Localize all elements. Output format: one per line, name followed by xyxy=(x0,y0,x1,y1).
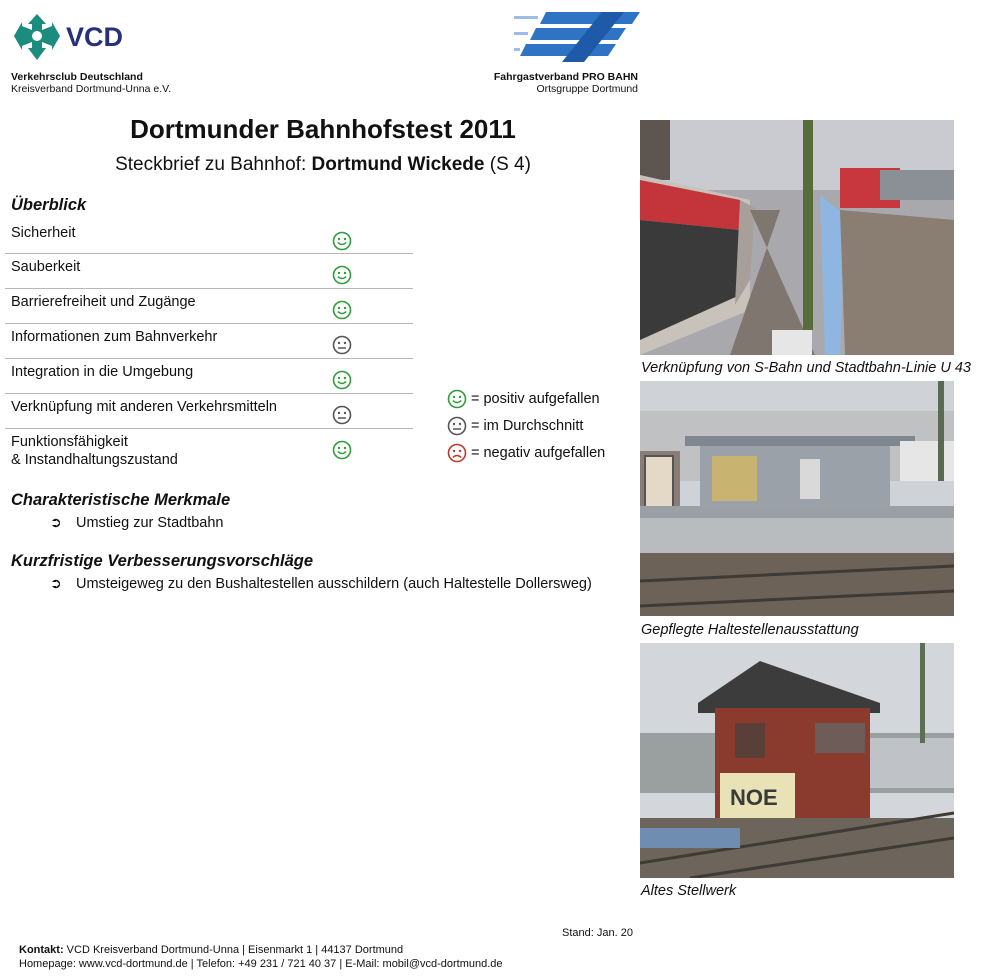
feature-item-text: Umstieg zur Stadtbahn xyxy=(76,514,224,531)
vcd-org-block xyxy=(11,71,171,95)
rating-label: Barrierefreiheit und Zugänge xyxy=(11,294,196,310)
rating-label: Sauberkeit xyxy=(11,259,81,275)
page-title: Dortmunder Bahnhofstest 2011 xyxy=(130,114,516,144)
rating-row-integration xyxy=(5,359,413,394)
rating-row-barrierefreiheit xyxy=(5,289,413,324)
legend-positive xyxy=(447,385,605,412)
rating-row-informationen xyxy=(5,324,413,359)
rating-label: Sicherheit xyxy=(11,225,76,241)
feature-item xyxy=(50,514,224,531)
arrow-bullet-icon: ➲ xyxy=(50,575,62,591)
pro-bahn-org-name: Fahrgastverband PRO BAHN xyxy=(493,71,638,83)
contact-text: VCD Kreisverband Dortmund-Unna | Eisenmarkt 1 | 44137 Dortmund xyxy=(63,944,404,956)
photo-platform xyxy=(640,120,954,355)
vcd-logo xyxy=(12,12,148,62)
rating-legend xyxy=(447,385,605,466)
photo-caption: Altes Stellwerk xyxy=(641,883,737,899)
legend-neutral xyxy=(447,412,605,439)
rating-row-verknuepfung xyxy=(5,394,413,429)
station-name: Dortmund Wickede xyxy=(311,154,485,175)
smiley-neutral-icon xyxy=(332,405,352,425)
pro-bahn-org-block xyxy=(466,71,638,95)
rating-row-sauberkeit xyxy=(5,254,413,289)
overview-heading: Überblick xyxy=(11,196,87,214)
smiley-neutral-icon xyxy=(447,416,467,436)
rating-label: Integration in die Umgebung xyxy=(11,364,194,380)
footer-contact xyxy=(19,943,503,971)
smiley-negative-icon xyxy=(447,443,467,463)
smiley-positive-icon xyxy=(332,440,352,460)
improvements-heading: Kurzfristige Verbesserungsvorschläge xyxy=(11,552,313,570)
vcd-logo-text: VCD xyxy=(66,22,124,52)
photo-caption: Verknüpfung von S-Bahn und Stadtbahn-Linie U 43 xyxy=(641,360,971,376)
page-subtitle xyxy=(0,154,646,176)
photo-shelter xyxy=(640,381,954,616)
footer-line2: Homepage: www.vcd-dortmund.de | Telefon: +49 231 / 721 40 37 | E-Mail: mobil@vcd-dortmund.de xyxy=(19,958,503,970)
rating-table xyxy=(5,220,413,471)
rating-label-line1: Funktionsfähigkeit xyxy=(11,434,128,450)
svg-text:NOE: NOE xyxy=(730,785,778,810)
smiley-positive-icon xyxy=(332,300,352,320)
improvement-item xyxy=(50,575,592,592)
improvement-item-text: Umsteigeweg zu den Bushaltestellen ausschildern (auch Haltestelle Dollersweg) xyxy=(76,575,592,592)
smiley-neutral-icon xyxy=(332,335,352,355)
contact-label: Kontakt: xyxy=(19,944,64,956)
smiley-positive-icon xyxy=(332,370,352,390)
pro-bahn-logo xyxy=(514,10,640,64)
subtitle-prefix: Steckbrief zu Bahnhof: xyxy=(115,154,312,175)
smiley-positive-icon xyxy=(447,389,467,409)
rating-label xyxy=(5,429,317,473)
vcd-org-name: Verkehrsclub Deutschland xyxy=(11,71,143,83)
legend-neutral-label: = im Durchschnitt xyxy=(471,417,584,434)
smiley-positive-icon xyxy=(332,265,352,285)
legend-positive-label: = positiv aufgefallen xyxy=(471,390,600,407)
rating-label: Informationen zum Bahnverkehr xyxy=(11,329,218,345)
vcd-org-sub: Kreisverband Dortmund-Unna e.V. xyxy=(11,83,172,95)
photo-signal-box xyxy=(640,643,954,878)
smiley-positive-icon xyxy=(332,231,352,251)
pro-bahn-org-sub: Ortsgruppe Dortmund xyxy=(536,83,638,95)
rating-row-funktionsfaehigkeit xyxy=(5,429,413,471)
features-heading: Charakteristische Merkmale xyxy=(11,491,231,509)
rating-label: Verknüpfung mit anderen Verkehrsmitteln xyxy=(11,399,277,415)
station-line: (S 4) xyxy=(484,154,531,175)
stand-date: Stand: Jan. 20 xyxy=(562,927,633,939)
rating-label-line2: & Instandhaltungszustand xyxy=(11,452,178,468)
arrow-bullet-icon: ➲ xyxy=(50,514,62,530)
legend-negative xyxy=(447,439,605,466)
legend-negative-label: = negativ aufgefallen xyxy=(471,444,606,461)
footer-line1 xyxy=(19,943,503,957)
rating-row-sicherheit xyxy=(5,220,413,254)
photo-caption: Gepflegte Haltestellenausstattung xyxy=(641,622,859,638)
